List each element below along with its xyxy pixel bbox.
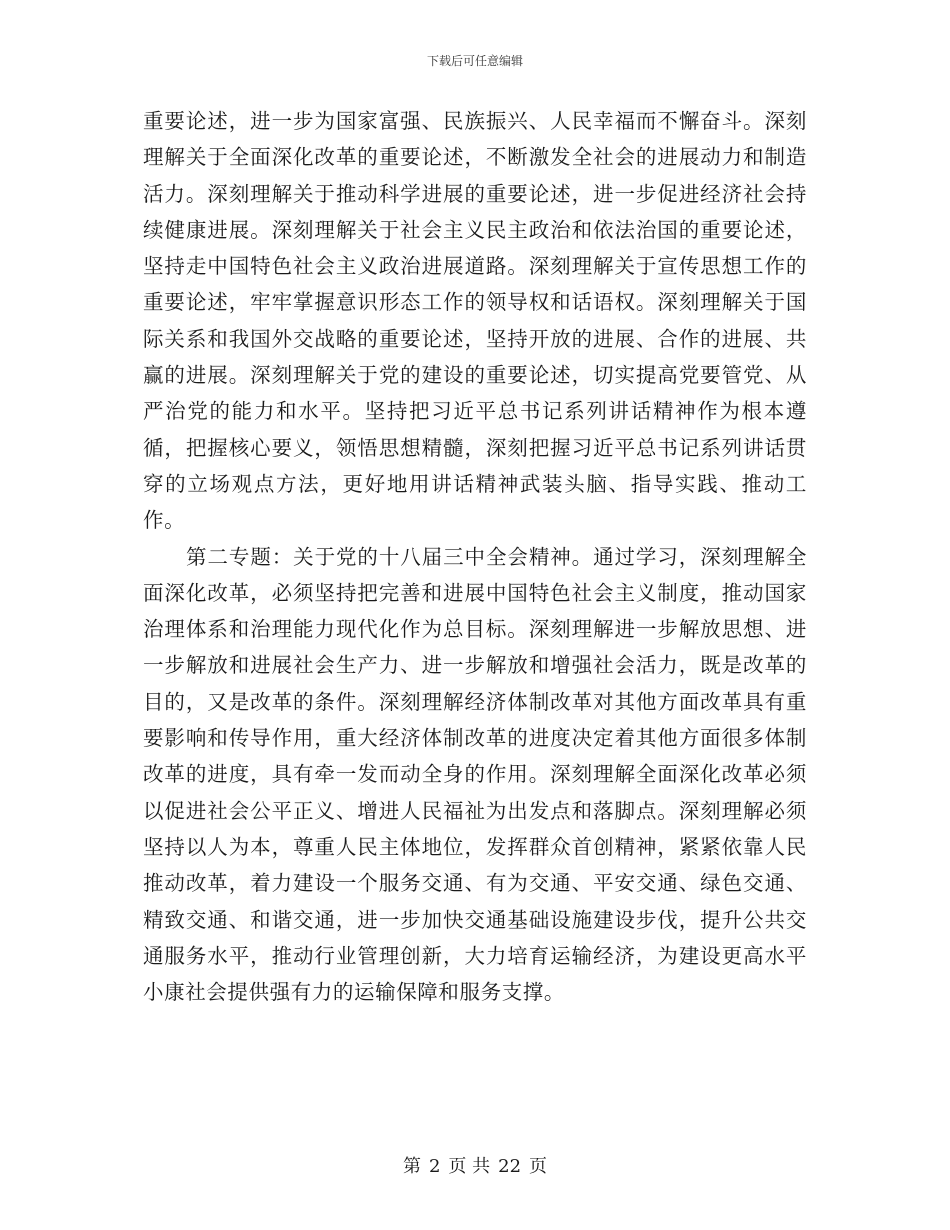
footer-suffix: 页 <box>529 1156 548 1177</box>
page-header <box>0 52 950 69</box>
document-body <box>143 103 807 1010</box>
total-pages-number: 22 <box>498 1156 522 1177</box>
current-page-number: 2 <box>428 1156 441 1177</box>
header-text: 下载后可任意编辑 <box>426 54 523 68</box>
footer-middle: 页 共 <box>448 1156 491 1177</box>
paragraph-second-topic: 第二专题：关于党的十八届三中全会精神。通过学习，深刻理解全面深化改革，必须坚持把完善和进展中国特色社会主义制度，推动国家治理体系和治理能力现代化作为总目标。深刻理解进一步解放思想、进一步解放和进展社会生产力、进一步解放和增强社会活力，既是改革的目的，又是改革的条件。深刻理解经济体制改革对其他方面改革具有重要影响和传导作用，重大经济体制改革的进度决定着其他方面很多体制改革的进度，具有牵一发而动全身的作用。深刻理解全面深化改革必须以促进社会公平正义、增进人民福祉为出发点和落脚点。深刻理解必须坚持以人为本，尊重人民主体地位，发挥群众首创精神，紧紧依靠人民推动改革，着力建设一个服务交通、有为交通、平安交通、绿色交通、精致交通、和谐交通，进一步加快交通基础设施建设步伐，提升公共交通服务水平，推动行业管理创新，大力培育运输经济，为建设更高水平小康社会提供强有力的运输保障和服务支撑。 <box>143 544 807 1005</box>
footer-prefix: 第 <box>402 1156 421 1177</box>
paragraph-continuation: 重要论述，进一步为国家富强、民族振兴、人民幸福而不懈奋斗。深刻理解关于全面深化改革的重要论述，不断激发全社会的进展动力和制造活力。深刻理解关于推动科学进展的重要论述，进一步促进经济社会持续健康进展。深刻理解关于社会主义民主政治和依法治国的重要论述，坚持走中国特色社会主义政治进展道路。深刻理解关于宣传思想工作的重要论述，牢牢掌握意识形态工作的领导权和话语权。深刻理解关于国际关系和我国外交战略的重要论述，坚持开放的进展、合作的进展、共赢的进展。深刻理解关于党的建设的重要论述，切实提高党要管党、从严治党的能力和水平。坚持把习近平总书记系列讲话精神作为根本遵循，把握核心要义，领悟思想精髓，深刻把握习近平总书记系列讲话贯穿的立场观点方法，更好地用讲话精神武装头脑、指导实践、推动工作。 <box>143 109 807 533</box>
page-footer <box>0 1152 950 1178</box>
